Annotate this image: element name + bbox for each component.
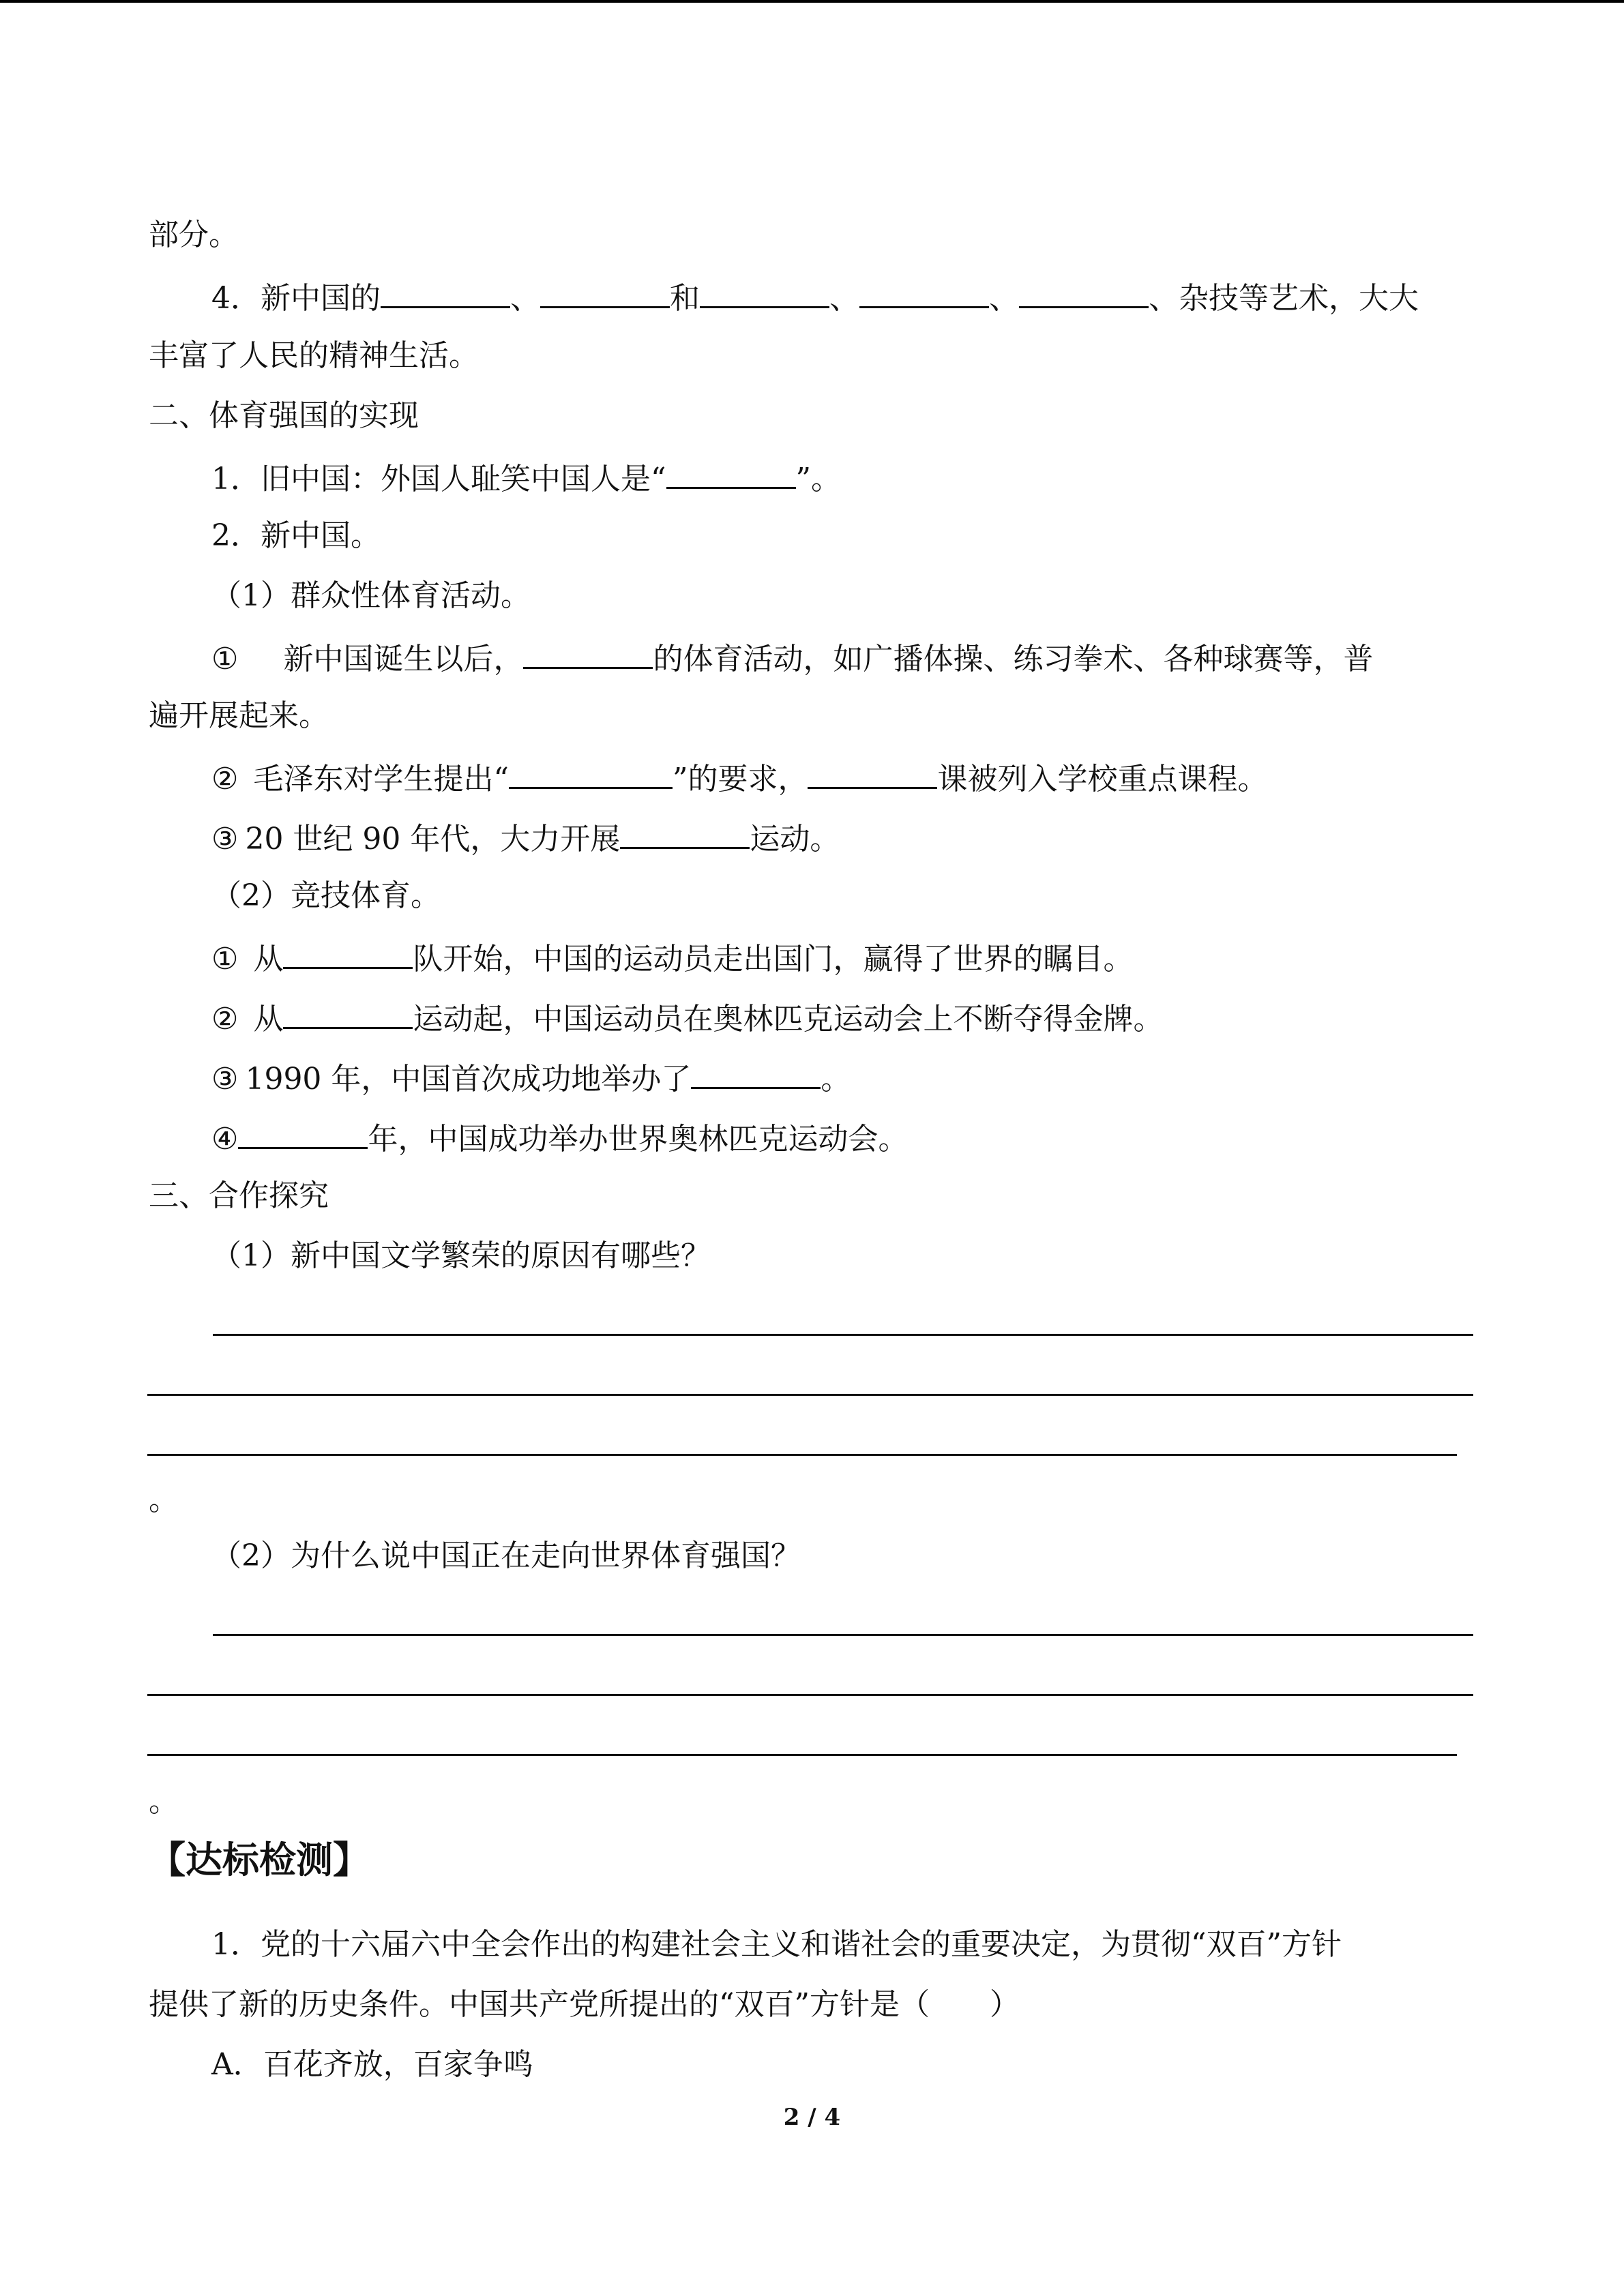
item-tail: 队开始，中国的运动员走出国门，赢得了世界的瞩目。 (413, 942, 1134, 976)
check-question-1: 1．党的十六届六中全会作出的构建社会主义和谐社会的重要决定，为贯彻“双百”方针 (211, 1927, 1342, 1962)
option-a[interactable]: A．百花齐放，百家争鸣 (211, 2047, 533, 2082)
circled-number: ① (211, 942, 239, 976)
s2-part-2-item-2 (211, 996, 1163, 1040)
answer-blank[interactable] (1019, 275, 1149, 308)
circled-number: ④ (211, 1122, 239, 1157)
item-text: 20 世纪 90 年代，大力开展 (245, 822, 621, 856)
answer-blank[interactable] (509, 756, 673, 789)
punct: 、 (829, 281, 859, 316)
punct: 、 (989, 281, 1019, 316)
answer-end-mark: 。 (149, 1784, 179, 1819)
item-text: 从 (253, 1002, 284, 1037)
answer-blank[interactable] (620, 816, 750, 849)
item-tail: 年，中国成功举办世界奥林匹克运动会。 (368, 1122, 909, 1157)
answer-blank[interactable] (691, 1056, 821, 1089)
answer-blank[interactable] (700, 275, 829, 308)
circled-number: ② (211, 762, 239, 796)
answer-line[interactable] (147, 1754, 1457, 1756)
item-tail: 课被列入学校重点课程。 (937, 762, 1268, 796)
circled-number: ① (211, 642, 239, 676)
answer-line[interactable] (147, 1694, 1473, 1696)
answer-blank[interactable] (381, 275, 510, 308)
circled-number: ③ (211, 1062, 239, 1097)
answer-line[interactable] (147, 1394, 1473, 1396)
s3-question-2: （2）为什么说中国正在走向世界体育强国？ (211, 1538, 801, 1573)
item-text: 毛泽东对学生提出“ (253, 762, 509, 796)
circled-number: ③ (211, 822, 239, 856)
item-text: 从 (253, 942, 284, 976)
s2-part-2-title: （2）竞技体育。 (211, 878, 441, 913)
answer-blank[interactable] (283, 996, 413, 1029)
s2-part-2-item-3 (211, 1056, 851, 1100)
answer-line[interactable] (147, 1454, 1457, 1456)
answer-blank[interactable] (283, 936, 413, 969)
s2-part-1-item-1 (211, 636, 1373, 680)
s3-question-1: （1）新中国文学繁荣的原因有哪些？ (211, 1238, 711, 1273)
answer-blank[interactable] (666, 456, 796, 489)
item-mid: ”的要求， (672, 762, 808, 796)
s2-part-2-item-4 (211, 1116, 908, 1160)
conjunction: 和 (670, 281, 700, 316)
s2-question-1 (211, 456, 841, 500)
item-tail: 。 (821, 1062, 851, 1097)
question-4-number: 4．新中国的 (211, 281, 381, 316)
s2-question-2: 2．新中国。 (211, 518, 381, 553)
item-text: 新中国诞生以后， (283, 642, 524, 676)
answer-line[interactable] (213, 1634, 1473, 1636)
text-line: 部分。 (149, 218, 239, 252)
answer-blank[interactable] (540, 275, 670, 308)
answer-end-mark: 。 (149, 1482, 179, 1517)
item-tail: 的体育活动，如广播体操、练习拳术、各种球赛等，普 (653, 642, 1374, 676)
check-question-1-continuation: 提供了新的历史条件。中国共产党所提出的“双百”方针是（ ） (149, 1987, 1020, 2022)
question-4-tail: 、杂技等艺术，大大 (1149, 281, 1419, 316)
s2-part-1-item-2 (211, 756, 1267, 800)
circled-number: ② (211, 1002, 239, 1037)
s2-part-1-title: （1）群众性体育活动。 (211, 578, 531, 613)
s2-question-1-text: 1．旧中国：外国人耻笑中国人是“ (211, 462, 666, 496)
section-2-title: 二、体育强国的实现 (149, 398, 419, 433)
s2-part-2-item-1 (211, 936, 1133, 980)
page-top-border (0, 0, 1624, 3)
section-3-title: 三、合作探究 (149, 1178, 329, 1213)
s2-part-1-item-1-continuation: 遍开展起来。 (149, 698, 329, 733)
answer-blank[interactable] (523, 636, 653, 669)
item-text: 1990 年，中国首次成功地举办了 (245, 1062, 692, 1097)
page-number: 2 / 4 (783, 2104, 841, 2131)
question-4-line (211, 275, 1419, 319)
answer-blank[interactable] (859, 275, 989, 308)
question-4-continuation: 丰富了人民的精神生活。 (149, 338, 479, 373)
check-section-heading: 【达标检测】 (149, 1838, 370, 1881)
answer-line[interactable] (213, 1334, 1473, 1336)
item-tail: 运动起，中国运动员在奥林匹克运动会上不断夺得金牌。 (413, 1002, 1164, 1037)
answer-blank[interactable] (238, 1116, 368, 1149)
punct: ”。 (795, 462, 841, 496)
s2-part-1-item-3 (211, 816, 840, 860)
answer-blank[interactable] (808, 756, 937, 789)
punct: 、 (510, 281, 540, 316)
item-tail: 运动。 (750, 822, 840, 856)
